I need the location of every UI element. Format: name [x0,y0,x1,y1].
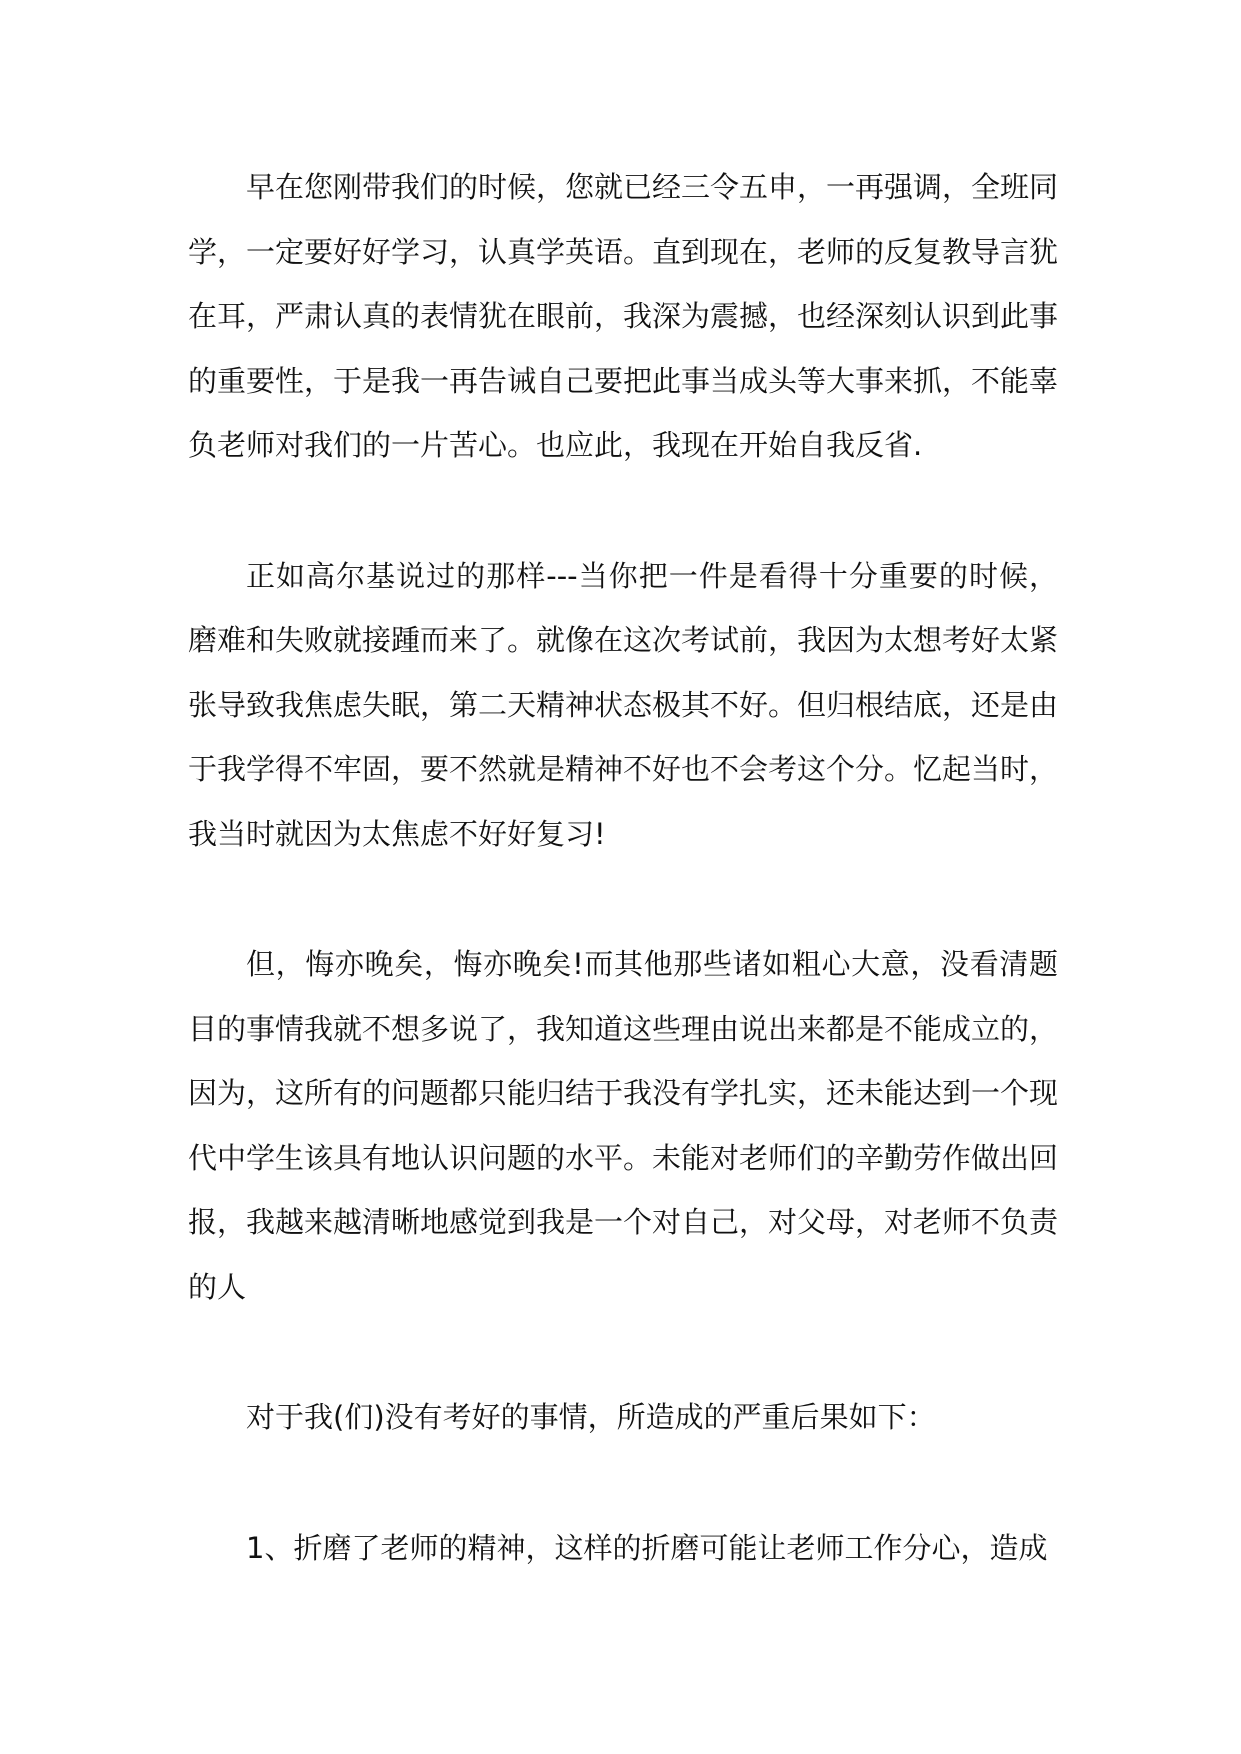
paragraph-3: 但，悔亦晚矣，悔亦晚矣!而其他那些诸如粗心大意，没看清题目的事情我就不想多说了，我知道这些理由说出来都是不能成立的，因为，这所有的问题都只能归结于我没有学扎实，还未能达到一个现代中学生该具有地认识问题的水平。未能对老师们的辛勤劳作做出回报，我越来越清晰地感觉到我是一个对自己，对父母，对老师不负责的人 [188,947,1059,1304]
paragraph-5: 1、折磨了老师的精神，这样的折磨可能让老师工作分心，造成 [246,1530,1048,1565]
document-body [188,155,1058,1580]
paragraph-2: 正如高尔基说过的那样---当你把一件是看得十分重要的时候，磨难和失败就接踵而来了。就像在这次考试前，我因为太想考好太紧张导致我焦虑失眠，第二天精神状态极其不好。但归根结底，还是由于我学得不牢固，要不然就是精神不好也不会考这个分。忆起当时，我当时就因为太焦虑不好好复习! [188,558,1059,851]
paragraph-1: 早在您刚带我们的时候，您就已经三令五申，一再强调，全班同学，一定要好好学习，认真学英语。直到现在，老师的反复教导言犹在耳，严肃认真的表情犹在眼前，我深为震撼，也经深刻认识到此事的重要性，于是我一再告诫自己要把此事当成头等大事来抓，不能辜负老师对我们的一片苦心。也应此，我现在开始自我反省. [188,170,1059,462]
paragraph-4: 对于我(们)没有考好的事情，所造成的严重后果如下： [246,1400,936,1434]
